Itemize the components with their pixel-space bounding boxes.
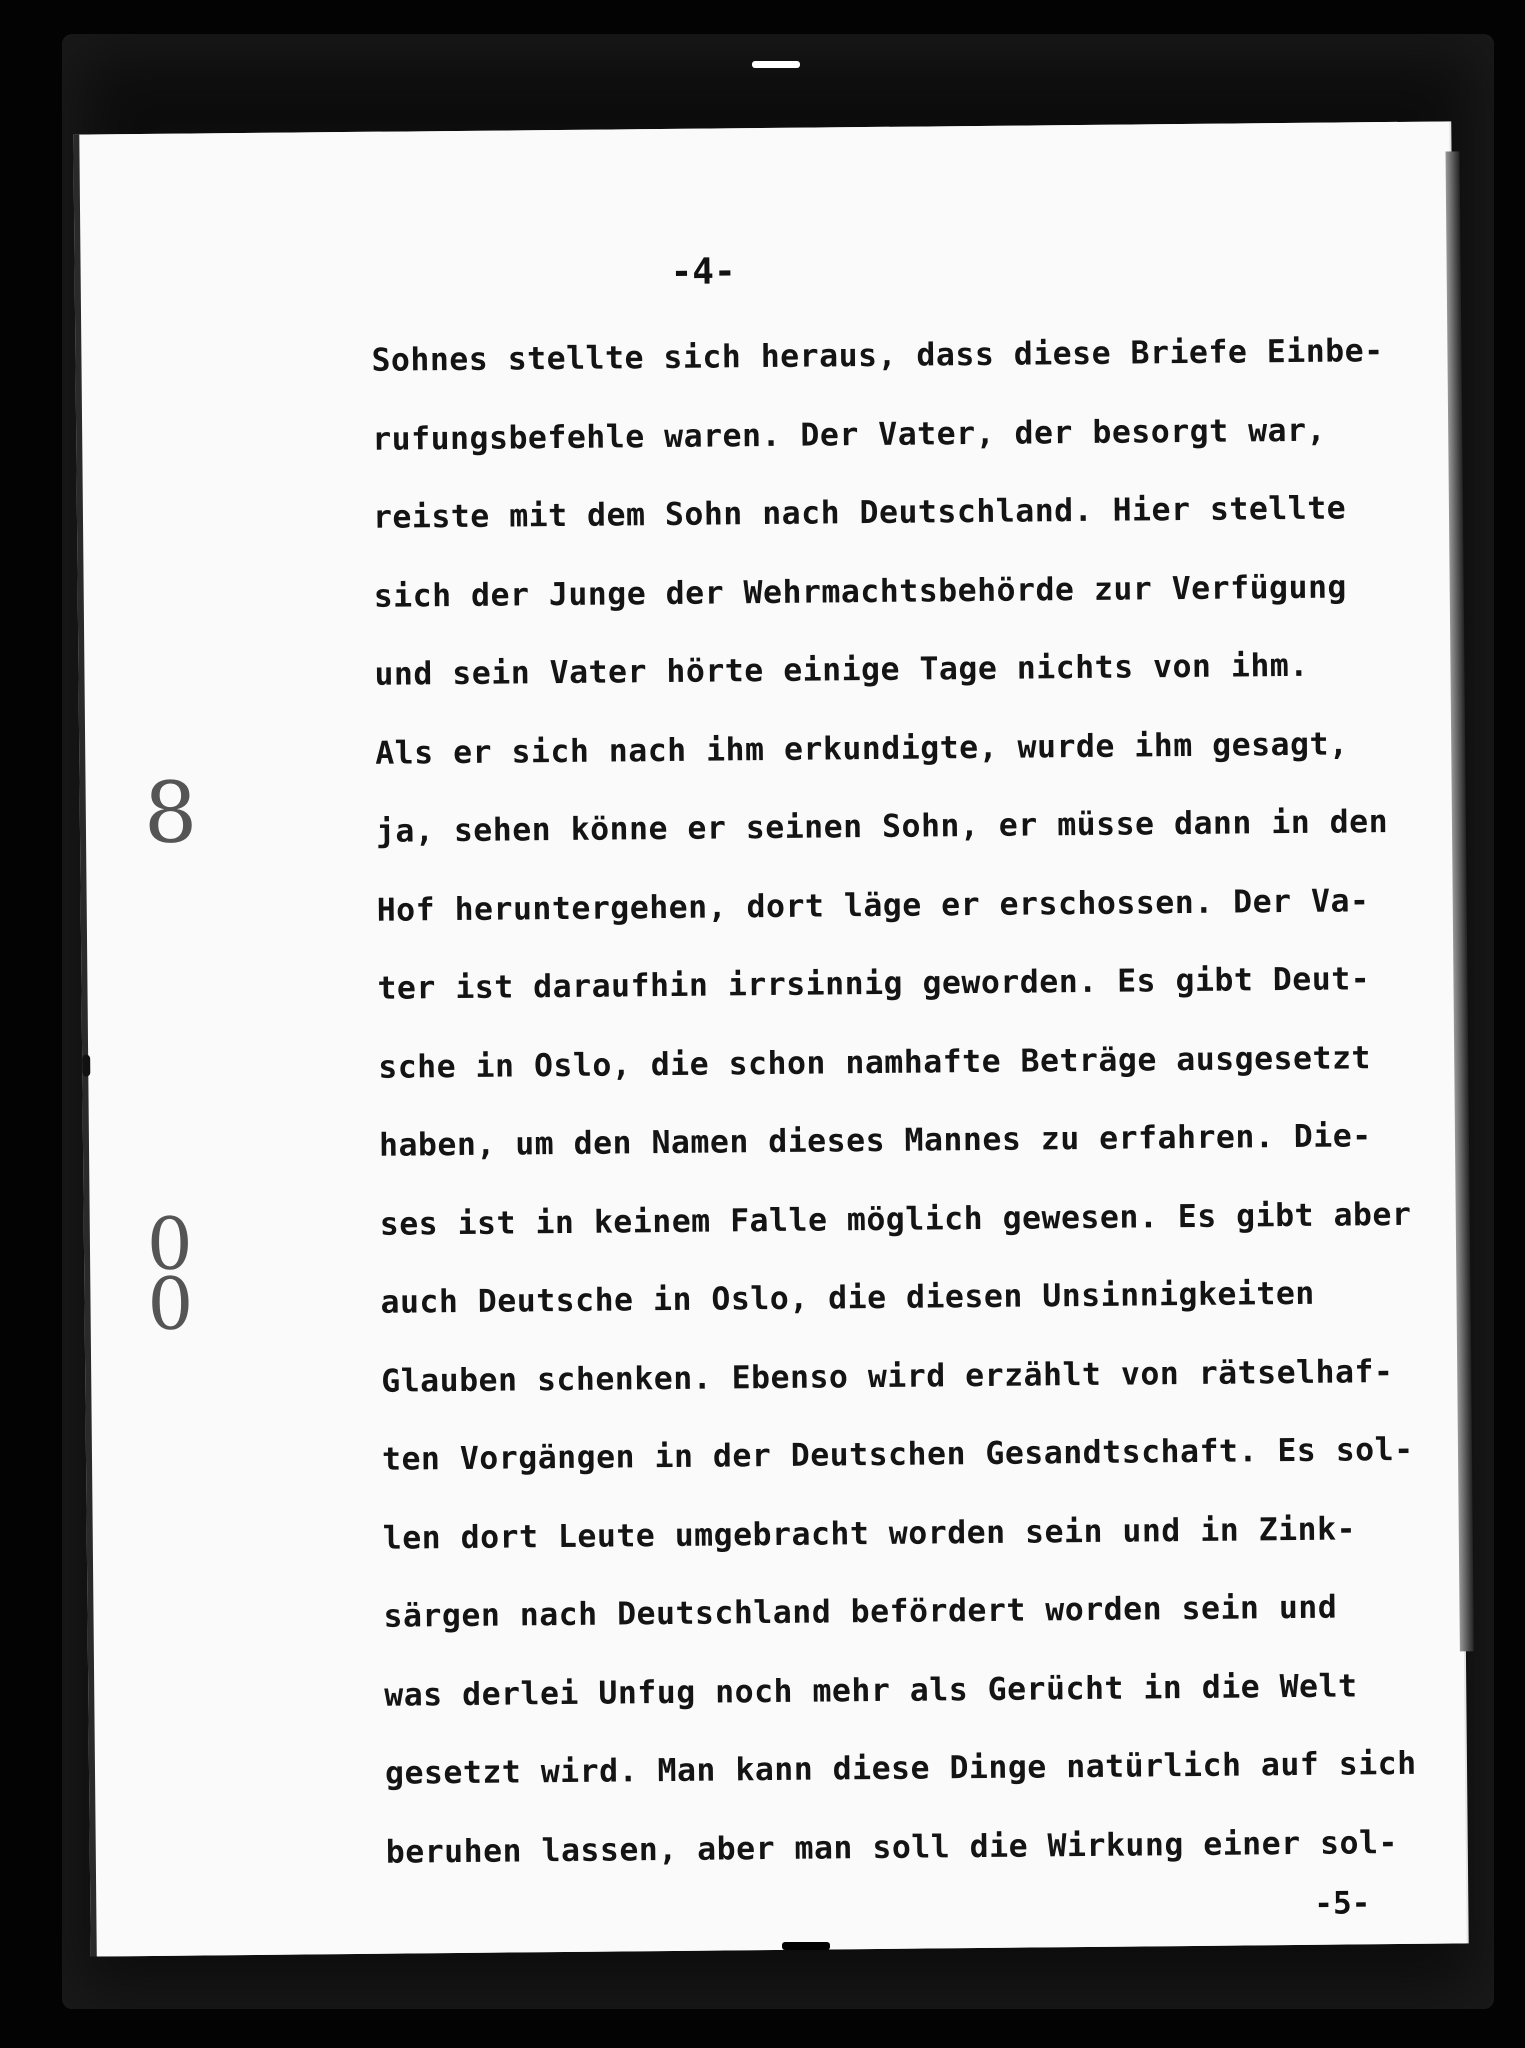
text-line: was derlei Unfug noch mehr als Gerücht in die Welt [384,1667,1358,1714]
text-line: ter ist daraufhin irrsinnig geworden. Es gibt Deut- [377,961,1371,1007]
text-line: särgen nach Deutschland befördert worden sein und [383,1589,1338,1635]
film-mark-top [752,61,800,68]
binding-mark [82,1055,90,1077]
text-line: haben, um den Namen dieses Mannes zu erfahren. Die- [378,1118,1372,1164]
text-line: reiste mit dem Sohn nach Deutschland. Hier stellte [372,490,1347,536]
text-line: sich der Junge der Wehrmachtsbehörde zur Verfügung [373,568,1348,615]
text-line: sche in Oslo, die schon namhafte Beträge ausgesetzt [378,1039,1372,1086]
text-line: Glauben schenken. Ebenso wird erzählt von rätselhaf- [381,1353,1394,1400]
margin-annotation: 8 [143,763,198,862]
text-line: und sein Vater hörte einige Tage nichts von ihm. [374,647,1309,693]
film-mark-bottom [782,1942,830,1950]
body-text [371,312,1446,1892]
continuation-page-number: -5- [1314,1885,1371,1922]
margin-annotation-stack [146,1201,194,1346]
margin-annotation: 0 [146,1201,194,1286]
text-line: beruhen lassen, aber man soll die Wirkung einer sol- [385,1824,1399,1871]
text-line: Sohnes stellte sich heraus, dass diese Briefe Einbe- [371,333,1384,379]
text-line: ja, sehen könne er seinen Sohn, er müsse dann in den [375,804,1389,850]
page-number: -4- [670,251,736,293]
text-line: Als er sich nach ihm erkundigte, wurde ihm gesagt, [375,725,1349,772]
text-line: len dort Leute umgebracht worden sein und in Zink- [382,1510,1357,1557]
text-line: Hof heruntergehen, dort läge er erschossen. Der Va- [376,882,1370,929]
document-page [73,121,1466,1956]
text-line: auch Deutsche in Oslo, die diesen Unsinnigkeiten [380,1275,1315,1321]
margin-annotation: 0 [147,1261,194,1346]
text-line: rufungsbefehle waren. Der Vater, der besorgt war, [372,412,1327,458]
text-line: ten Vorgängen in der Deutschen Gesandtschaft. Es sol- [381,1431,1414,1478]
text-line: gesetzt wird. Man kann diese Dinge natürlich auf sich [384,1745,1417,1792]
text-line: ses ist in keinem Falle möglich gewesen. Es gibt aber [379,1196,1412,1243]
